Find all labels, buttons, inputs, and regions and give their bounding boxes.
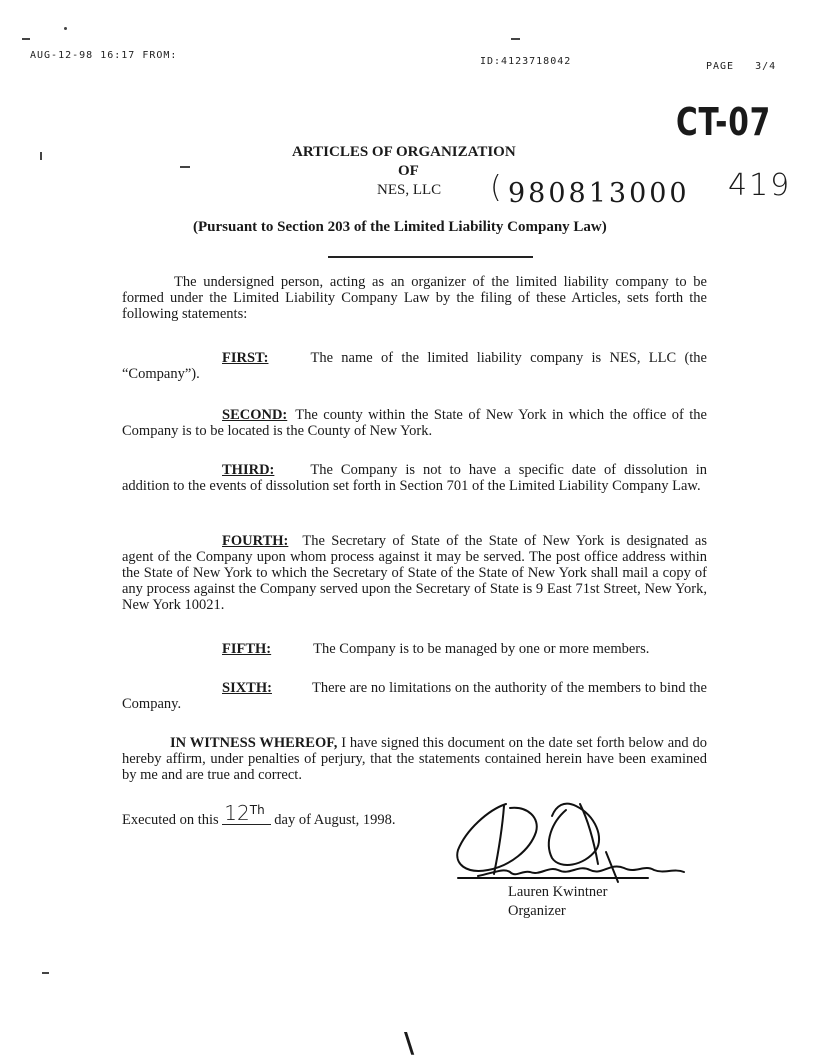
- article-third: [122, 462, 707, 494]
- execution-suffix: day of August, 1998.: [274, 811, 396, 828]
- article-label: SECOND:: [222, 407, 288, 423]
- article-label: FIRST:: [222, 350, 269, 366]
- bottom-page-mark: \: [404, 1026, 415, 1059]
- article-text: The Company is to be managed by one or more members.: [313, 641, 650, 657]
- company-name-title: NES, LLC: [377, 182, 442, 198]
- fax-id: ID:4123718042: [480, 56, 572, 67]
- signature-image: [448, 792, 698, 892]
- execution-line: [122, 800, 396, 829]
- scan-speck: [42, 972, 49, 974]
- witness-text: I have signed this document on the date set forth below and do hereby affirm, under penalties of perjury, that the statements contained herein have been examined by me and are true and correct.: [122, 735, 708, 783]
- execution-day-field: [222, 802, 270, 825]
- filing-prefix-mark: (: [490, 170, 502, 205]
- execution-day-suffix: Th: [249, 803, 265, 817]
- article-first: [122, 350, 707, 382]
- scan-speck: [22, 38, 30, 40]
- fax-date-time: AUG-12-98 16:17 FROM:: [30, 50, 178, 61]
- fax-page-number: PAGE 3/4: [706, 61, 777, 72]
- signer-name: Lauren Kwintner: [508, 884, 608, 900]
- article-text: There are no limitations on the authority of the members to bind the Company.: [122, 680, 707, 712]
- article-sixth: [122, 680, 707, 712]
- article-text: The name of the limited liability company is NES, LLC (the “Company”).: [122, 350, 707, 382]
- article-fourth: [122, 533, 707, 613]
- scan-speck: [64, 27, 67, 30]
- article-label: THIRD:: [222, 462, 275, 478]
- title-of: OF: [398, 163, 419, 179]
- article-second: [122, 407, 707, 439]
- execution-day: 12: [224, 800, 250, 825]
- scan-speck: [180, 166, 190, 168]
- article-text: The Secretary of State of the State of New York is designated as agent of the Company upon whom process against it may be served. The post office address within the State of New York to which the Secretary of State of the State of New York shall mail a copy of any process against the Company served upon the Secretary of State is 9 East 71st Street, New York, New York 10021.: [122, 533, 707, 613]
- article-label: FIFTH:: [222, 641, 272, 657]
- title-divider: [328, 256, 533, 258]
- document-title: ARTICLES OF ORGANIZATION: [292, 144, 516, 160]
- witness-paragraph: [122, 735, 707, 783]
- article-text: The Company is not to have a specific date of dissolution in addition to the events of dissolution set forth in Section 701 of the Limited Liability Company Law.: [122, 462, 707, 494]
- scan-speck: [40, 152, 42, 160]
- filing-number: 980813000: [508, 178, 690, 209]
- signer-title: Organizer: [508, 903, 566, 919]
- article-fifth: [122, 641, 707, 657]
- article-text: The county within the State of New York in which the office of the Company is to be located is the County of New York.: [122, 407, 707, 439]
- witness-lead: IN WITNESS WHEREOF,: [170, 735, 338, 751]
- document-subtitle: (Pursuant to Section 203 of the Limited Liability Company Law): [193, 219, 607, 235]
- article-label: FOURTH:: [222, 533, 289, 549]
- intro-paragraph: The undersigned person, acting as an organizer of the limited liability company to be formed under the Limited Liability Company Law by the filing of these Articles, sets forth the following statements:: [122, 274, 707, 322]
- scan-speck: [511, 38, 520, 40]
- ct-stamp: CT-07: [676, 100, 772, 144]
- article-label: SIXTH:: [222, 680, 272, 696]
- handwritten-number: 419: [728, 168, 792, 203]
- execution-prefix: Executed on this: [122, 811, 219, 828]
